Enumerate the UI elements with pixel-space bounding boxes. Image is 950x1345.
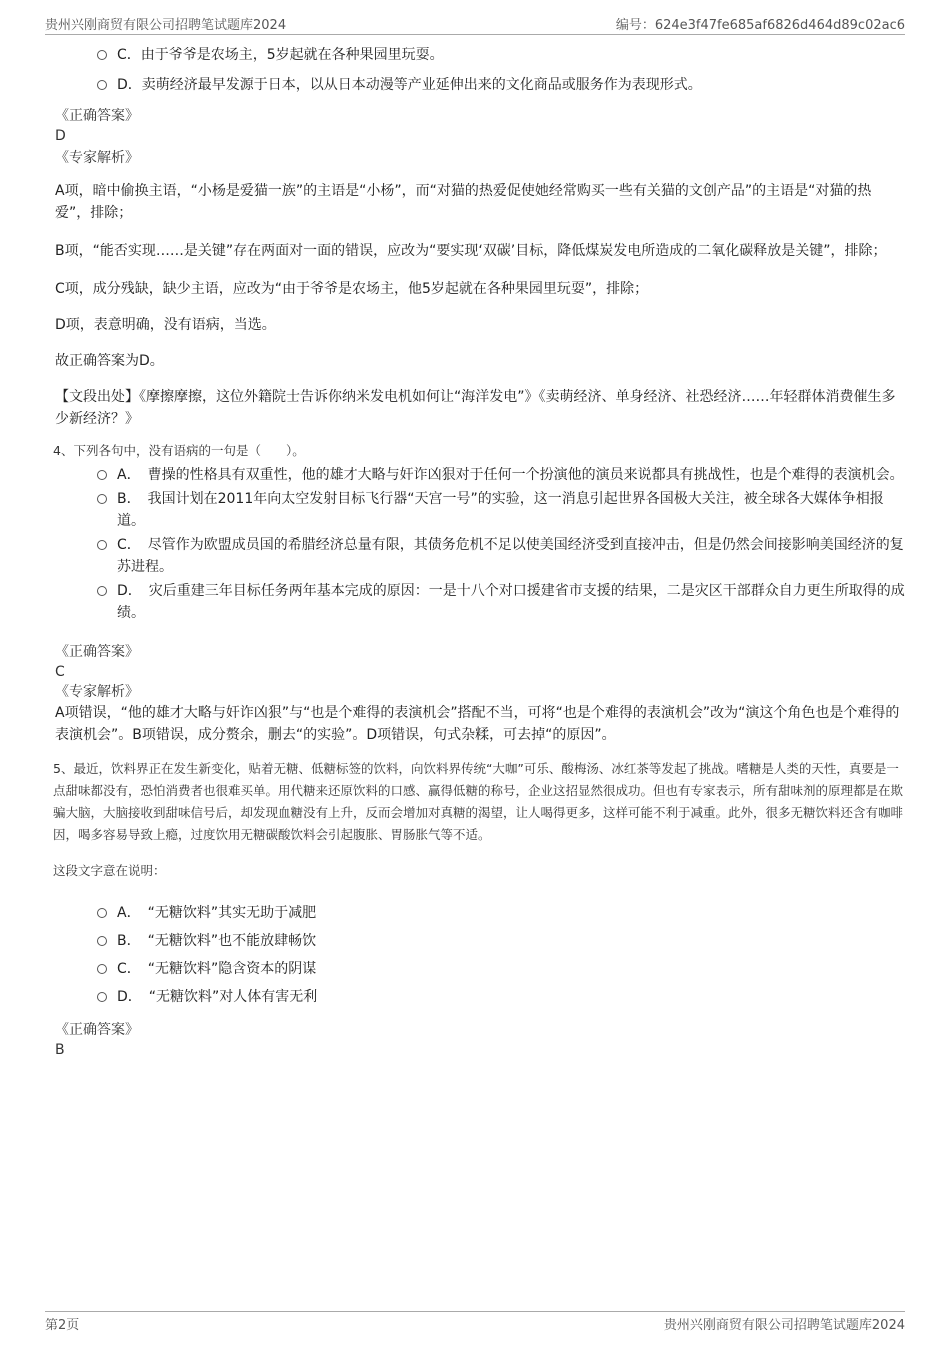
q4-option-b-text: B． 我国计划在2011年向太空发射目标飞行器“天宫一号”的实验，这一消息引起世界各国极大关注，被全球各大媒体争相报道。 — [117, 491, 884, 529]
q5-option-b[interactable] — [55, 930, 905, 952]
header-title: 贵州兴刚商贸有限公司招聘笔试题库2024 — [45, 17, 287, 33]
radio-icon[interactable] — [97, 80, 107, 90]
q4-analysis: A项错误，“他的雄才大略与奸诈凶狠”与“也是个难得的表演机会”搭配不当，可将“也是个难得的表演机会”改为“演这个角色也是个难得的表演机会”。B项错误，成分赘余，删去“的实验”。D项错误，句式杂糅，可去掉“的原因”。 — [55, 705, 900, 743]
radio-icon[interactable] — [97, 470, 107, 480]
q3-option-c[interactable] — [55, 44, 905, 66]
q4-option-d-text: D． 灾后重建三年目标任务两年基本完成的原因：一是十八个对口援建省市支援的结果，二是灾区干部群众自力更生所取得的成绩。 — [117, 583, 905, 621]
footer-title: 贵州兴刚商贸有限公司招聘笔试题库2024 — [663, 1317, 905, 1333]
page-number: 第2页 — [45, 1317, 80, 1333]
q4-question: 4、下列各句中，没有语病的一句是（ ）。 — [53, 443, 305, 458]
q3-option-d-text: D．卖萌经济最早发源于日本，以从日本动漫等产业延伸出来的文化商品或服务作为表现形式。 — [117, 77, 702, 93]
q4-option-c[interactable] — [55, 534, 905, 578]
radio-icon[interactable] — [97, 586, 107, 596]
q3-option-c-text: C．由于爷爷是农场主，5岁起就在各种果园里玩耍。 — [117, 47, 444, 63]
q5-option-c[interactable] — [55, 958, 905, 980]
radio-icon[interactable] — [97, 936, 107, 946]
q3-analysis-d: D项，表意明确，没有语病，当选。 — [55, 317, 276, 333]
radio-icon[interactable] — [97, 540, 107, 550]
q5-passage: 5、最近，饮料界正在发生新变化，贴着无糖、低糖标签的饮料，向饮料界传统“大咖”可乐、酸梅汤、冰红茶等发起了挑战。嗜糖是人类的天性，真要是一点甜味都没有，恐怕消费者也很难买单。用代糖来还原饮料的口感、赢得低糖的称号，企业这招显然很成功。但也有专家表示，所有甜味剂的原理都是在欺骗大脑，大脑接收到甜味信号后，却发现血糖没有上升，反而会增加对真糖的渴望，让人喝得更多，这样可能不利于减重。此外，很多无糖饮料还含有咖啡因，喝多容易导致上瘾，过度饮用无糖碳酸饮料会引起腹胀、胃肠胀气等不适。 — [53, 761, 904, 842]
q3-option-d[interactable] — [55, 74, 905, 96]
q4-option-c-text: C． 尽管作为欧盟成员国的希腊经济总量有限，其债务危机不足以使美国经济受到直接冲击，但是仍然会间接影响美国经济的复苏进程。 — [117, 537, 904, 575]
q3-conclusion: 故正确答案为D。 — [55, 353, 164, 369]
q5-option-a-text: A． “无糖饮料”其实无助于减肥 — [117, 905, 317, 921]
header-code: 编号：624e3f47fe685af6826d464d89c02ac6 — [615, 17, 905, 33]
q4-option-b[interactable] — [55, 488, 905, 532]
radio-icon[interactable] — [97, 964, 107, 974]
q5-option-c-text: C． “无糖饮料”隐含资本的阴谋 — [117, 961, 317, 977]
q4-option-d[interactable] — [55, 580, 905, 624]
q3-answer: D — [55, 128, 66, 144]
radio-icon[interactable] — [97, 494, 107, 504]
q4-option-a-text: A． 曹操的性格具有双重性，他的雄才大略与奸诈凶狠对于任何一个扮演他的演员来说都具有挑战性，也是个难得的表演机会。 — [117, 467, 904, 483]
q3-analysis-a: A项，暗中偷换主语，“小杨是爱猫一族”的主语是“小杨”，而“对猫的热爱促使她经常购买一些有关猫的文创产品”的主语是“对猫的热爱”，排除； — [55, 183, 872, 221]
q5-answer: B — [55, 1042, 65, 1058]
q3-analysis-c: C项，成分残缺，缺少主语，应改为“由于爷爷是农场主，他5岁起就在各种果园里玩耍”，排除； — [55, 281, 649, 297]
q5-option-d[interactable] — [55, 986, 905, 1008]
radio-icon[interactable] — [97, 50, 107, 60]
q3-analysis-label: 《专家解析》 — [55, 150, 139, 166]
q5-answer-label: 《正确答案》 — [55, 1022, 139, 1038]
q4-answer-label: 《正确答案》 — [55, 644, 139, 660]
q4-option-a[interactable] — [55, 464, 905, 486]
q4-answer: C — [55, 664, 65, 680]
q5-option-b-text: B． “无糖饮料”也不能放肆畅饮 — [117, 933, 317, 949]
q3-answer-label: 《正确答案》 — [55, 108, 139, 124]
q3-analysis-b: B项，“能否实现……是关键”存在两面对一面的错误，应改为“要实现‘双碳’目标，降低煤炭发电所造成的二氧化碳释放是关键”，排除； — [55, 243, 887, 259]
page-content — [55, 40, 905, 1060]
q4-analysis-label: 《专家解析》 — [55, 684, 139, 700]
page-header — [45, 12, 905, 35]
radio-icon[interactable] — [97, 992, 107, 1002]
q5-question: 这段文字意在说明： — [53, 863, 166, 878]
page-footer — [45, 1311, 905, 1334]
q5-option-d-text: D． “无糖饮料”对人体有害无利 — [117, 989, 318, 1005]
radio-icon[interactable] — [97, 908, 107, 918]
q5-option-a[interactable] — [55, 902, 905, 924]
q3-source: 【文段出处】《摩擦摩擦，这位外籍院士告诉你纳米发电机如何让“海洋发电”》《卖萌经济、单身经济、社恐经济……年轻群体消费催生多少新经济？》 — [55, 389, 896, 427]
